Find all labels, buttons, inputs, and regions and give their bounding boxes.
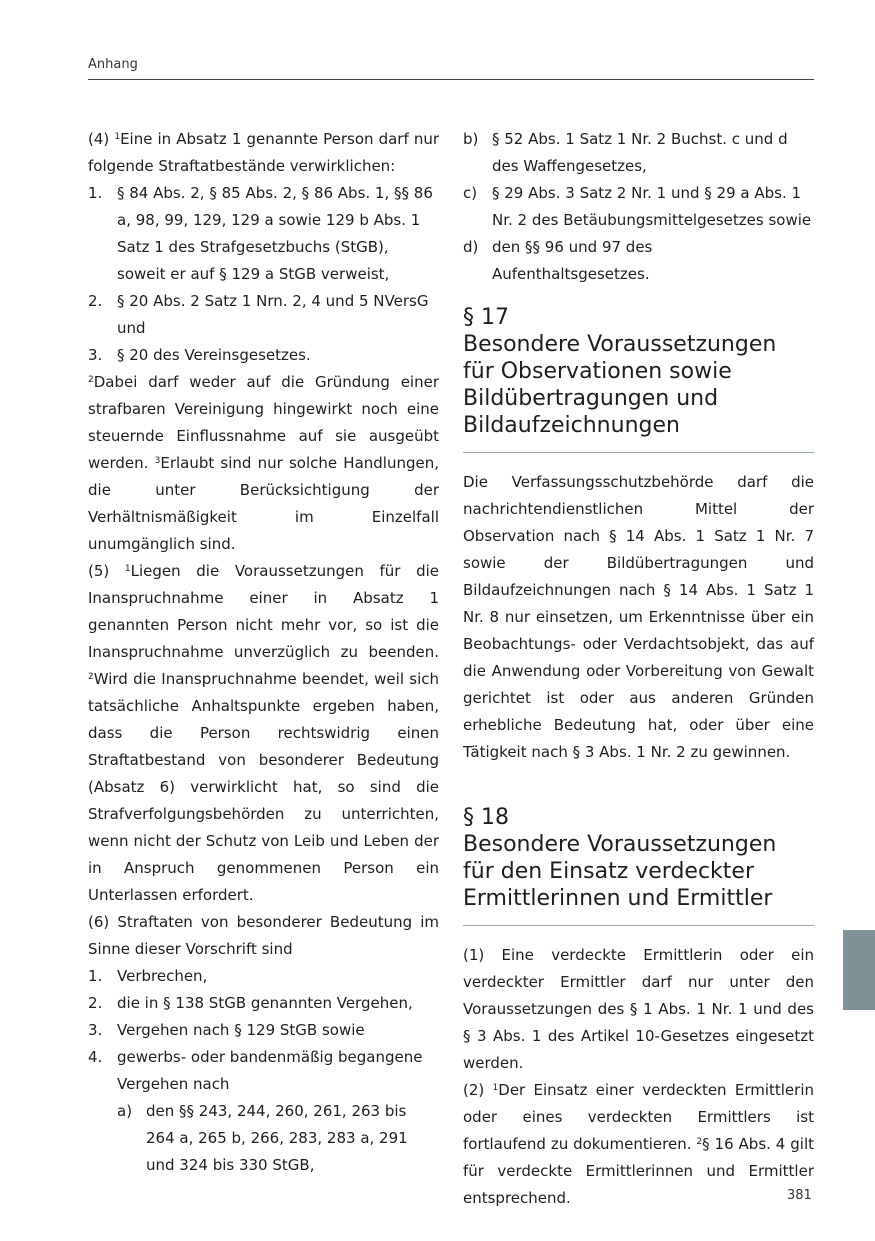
list-item [88,1044,439,1098]
sub-list-item [463,180,814,234]
paragraph-number: (5) [88,562,125,580]
paragraph-text: Erlaubt sind nur solche Handlungen, die unter Berücksichtigung der Verhältnismäßigkeit im Einzelfall unumgänglich sind. [88,454,439,553]
paragraph-text: Eine in Absatz 1 genannte Person darf nur folgende Straftatbestände verwirklichen: [88,130,440,175]
sentence-number: 1 [124,564,131,574]
list-text: die in § 138 StGB genannten Vergehen, [117,994,413,1012]
paragraph-5 [88,558,439,909]
section-18-title: Besondere Voraussetzungen für den Einsatz verdeckter Ermittlerinnen und Ermittler [463,832,777,911]
list-number: 1. [88,184,103,202]
right-column [463,126,814,1212]
paragraph-text: Wird die Inanspruchnahme beendet, weil sich tatsächliche Anhaltspunkte ergeben haben, dass die Person rechtswidrig einen Straftatbestand von besonderer Bedeutung (Absatz 6) verwirklicht hat, so sind die Strafverfolgungsbehörden zu unterrichten, wenn nicht der Schutz von Leib und Leben der in Anspruch genommenen Person ein Unterlassen erfordert. [88,670,439,904]
list-item [88,963,439,990]
list-item [88,342,439,369]
section-18-paragraph-2 [463,1077,814,1212]
left-column [88,126,439,1179]
section-rule [463,925,814,926]
section-18-number: § 18 [463,805,509,830]
section-17-number: § 17 [463,305,509,330]
sub-list-letter: c) [463,184,478,202]
list-number: 2. [88,994,103,1012]
list-text: § 84 Abs. 2, § 85 Abs. 2, § 86 Abs. 1, §§ 86 a, 98, 99, 129, 129 a sowie 129 b Abs. 1 Satz 1 des Strafgesetzbuchs (StGB), soweit er auf § 129 a StGB verweist, [117,184,433,283]
sub-list-letter: d) [463,238,479,256]
section-rule [463,452,814,453]
list-number: 4. [88,1048,103,1066]
sentence-number: 1 [492,1083,499,1093]
sentence-number: 3 [154,456,161,466]
paragraph-6: (6) Straftaten von besonderer Bedeutung im Sinne dieser Vorschrift sind [88,913,439,958]
list-item [88,990,439,1017]
sentence-number: 2 [88,375,94,385]
paragraph-4-continued [88,369,439,558]
paragraph-4 [88,126,439,180]
list-text: gewerbs- oder bandenmäßig begangene Vergehen nach [117,1048,423,1093]
list-number: 1. [88,967,103,985]
paragraph-number: (4) [88,130,115,148]
paragraph-text: Der Einsatz einer verdeckten Ermittlerin oder eines verdeckten Ermittlers ist fortlaufend zu dokumentieren. [463,1081,815,1153]
paragraph-text: Liegen die Voraussetzungen für die Inanspruchnahme einer in Absatz 1 genannten Person nicht mehr vor, so ist die Inanspruchnahme unverzüglich zu beenden. [88,562,439,661]
list-item [88,288,439,342]
chapter-thumb-tab [843,930,875,1010]
sub-list-item [463,234,814,288]
section-18-paragraph-1: (1) Eine verdeckte Ermittlerin oder ein verdeckter Ermittler darf nur unter den Voraussetzungen des § 1 Abs. 1 Nr. 1 und des § 3 Abs. 1 des Artikel 10-Gesetzes eingesetzt werden. [463,946,814,1072]
sub-list-letter: b) [463,130,479,148]
list-item [88,1017,439,1044]
sentence-number: 2 [88,672,94,682]
section-17-text: Die Verfassungsschutzbehörde darf die nachrichtendienstlichen Mittel der Observation nach § 14 Abs. 1 Satz 1 Nr. 7 sowie der Bildübertragungen und Bildaufzeichnungen nach § 14 Abs. 1 Satz 1 Nr. 8 nur einsetzen, um Erkenntnisse über ein Beobachtungs- oder Verdachtsobjekt, das auf die Anwendung oder Vorbereitung von Gewalt gerichtet ist oder aus anderen Gründen erhebliche Bedeutung hat, oder über eine Tätigkeit nach § 3 Abs. 1 Nr. 2 zu gewinnen. [463,473,814,761]
paragraph-number: (2) [463,1081,493,1099]
list-number: 3. [88,1021,103,1039]
sub-list-item [463,126,814,180]
list-text: Vergehen nach § 129 StGB sowie [117,1021,365,1039]
sentence-number: 2 [696,1137,703,1147]
sub-list-letter: a) [117,1102,133,1120]
sentence-number: 1 [114,132,121,142]
sub-list-text: § 52 Abs. 1 Satz 1 Nr. 2 Buchst. c und d des Waffengesetzes, [492,130,788,175]
sub-list-item [88,1098,439,1179]
section-17-title: Besondere Voraussetzungen für Observationen sowie Bildübertragungen und Bildaufzeichnungen [463,332,777,438]
running-header: Anhang [88,57,138,72]
list-text: § 20 Abs. 2 Satz 1 Nrn. 2, 4 und 5 NVersG und [117,292,429,337]
list-number: 2. [88,292,103,310]
list-number: 3. [88,346,103,364]
sub-list-text: § 29 Abs. 3 Satz 2 Nr. 1 und § 29 a Abs. 1 Nr. 2 des Betäubungsmittelgesetzes sowie [492,184,812,229]
header-rule [88,79,814,80]
paragraph-text: § 16 Abs. 4 gilt für verdeckte Ermittlerinnen und Ermittler entsprechend. [463,1135,814,1207]
page-number: 381 [787,1188,812,1203]
list-item [88,180,439,288]
list-text: Verbrechen, [117,967,208,985]
sub-list-text: den §§ 243, 244, 260, 261, 263 bis 264 a, 265 b, 266, 283, 283 a, 291 und 324 bis 330 StGB, [146,1102,408,1174]
paragraph-text: Dabei darf weder auf die Gründung einer strafbaren Vereinigung hingewirkt noch eine steuernde Einflussnahme auf sie ausgeübt werden. [88,373,439,472]
list-text: § 20 des Vereinsgesetzes. [117,346,311,364]
sub-list-text: den §§ 96 und 97 des Aufenthaltsgesetzes. [492,238,653,283]
